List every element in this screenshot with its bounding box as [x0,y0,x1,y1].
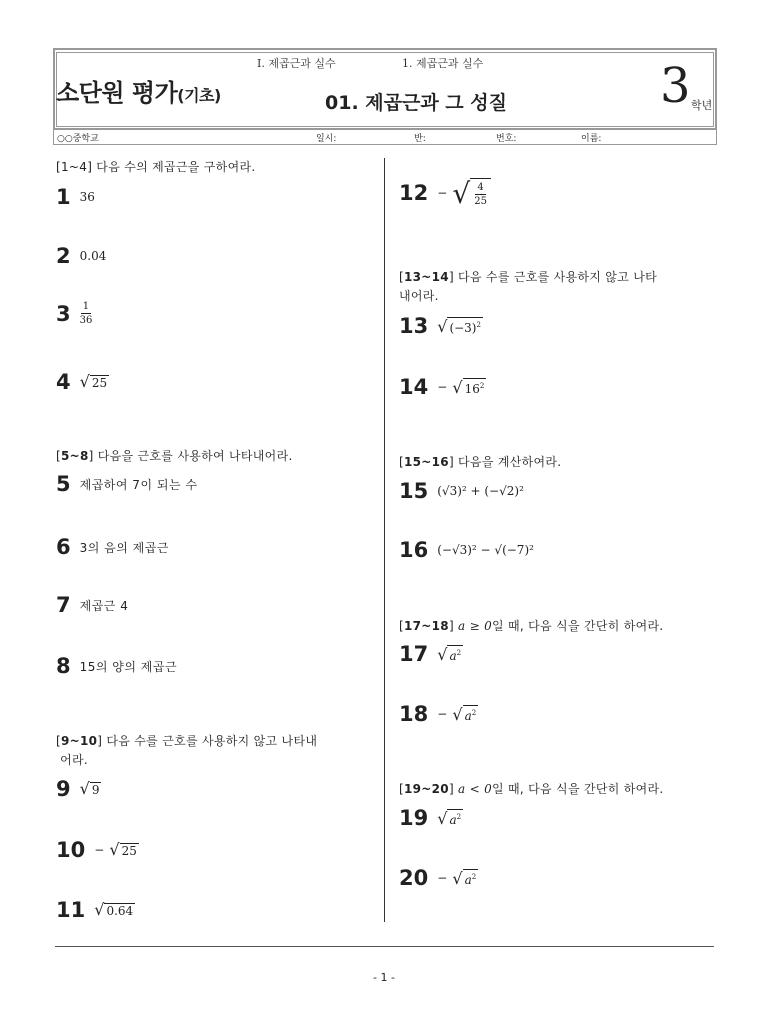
instruction-1-4: [1~4] 다음 수의 제곱근을 구하여라. [56,160,256,174]
grade-label: 학년 [691,99,713,112]
fraction: $\frac{1}{36}$ [79,301,93,326]
question-9 [56,777,101,801]
question-number: 20 [399,866,429,890]
square-root: √ $\frac{4}{25}$ [452,178,491,208]
question-number: 1 [56,185,71,209]
info-row [53,130,717,145]
question-number: 6 [56,535,71,559]
question-text: 15의 양의 제곱근 [79,659,178,674]
square-root: √ $(-3)^2$ [437,317,481,336]
page-title [56,73,221,108]
square-root: √ 25 [109,840,137,859]
question-number: 14 [399,375,429,399]
square-root: √ $a^2$ [452,705,477,724]
instruction-17-18: [17~18] a ≥ 0일 때, 다음 식을 간단히 하여라. [399,619,664,633]
fraction: $\frac{4}{25}$ [474,182,487,207]
question-20 [399,866,478,890]
question-number: 16 [399,538,429,562]
title-main: 소단원 평가 [56,79,178,107]
question-text: 3의 음의 제곱근 [79,540,169,555]
question-3 [56,300,92,327]
question-number: 19 [399,806,429,830]
question-number: 12 [399,181,429,205]
instruction-5-8: [5~8] 다음을 근호를 사용하여 나타내어라. [56,449,293,463]
square-root: √ 0.64 [94,900,134,919]
question-number: 10 [56,838,86,862]
class-label: 반: [414,134,426,144]
question-number: 5 [56,472,71,496]
question-8 [56,654,177,678]
square-root: √ 25 [79,372,108,391]
square-root: √ $a^2$ [437,809,462,828]
column-divider [384,158,385,922]
lesson-title: 01. 제곱근과 그 성질 [325,92,507,114]
question-expression: 0.04 [79,249,107,263]
number-label: 번호: [496,134,517,144]
question-2 [56,244,106,268]
unit-minor: 1. 제곱근과 실수 [402,57,484,70]
question-16 [399,538,534,562]
instruction-15-16: [15~16] 다음을 계산하여라. [399,455,562,469]
question-number: 3 [56,301,71,326]
question-number: 2 [56,244,71,268]
instruction-19-20: [19~20] a < 0일 때, 다음 식을 간단히 하여라. [399,782,664,796]
minus-sign: − [437,186,448,200]
square-root: √ $a^2$ [437,645,462,664]
question-number: 13 [399,314,429,338]
school-name: ○○중학교 [57,134,99,144]
question-4 [56,370,109,394]
unit-major: Ⅰ. 제곱근과 실수 [257,57,336,70]
question-text: 제곱하여 7이 되는 수 [79,477,198,492]
question-number: 11 [56,898,86,922]
page-number: - 1 - [373,971,395,984]
grade-number: 3 [660,58,691,114]
minus-sign: − [437,380,448,394]
question-7 [56,593,128,617]
question-number: 9 [56,777,71,801]
question-19 [399,806,463,830]
question-expression: (√3)² + (−√2)² [437,484,524,498]
minus-sign: − [437,871,448,885]
question-number: 15 [399,479,429,503]
instruction-9-10: [9~10] 다음 수를 근호를 사용하지 않고 나타내 어라. [56,734,318,767]
question-number: 17 [399,642,429,666]
question-10 [56,838,139,862]
question-1 [56,185,95,209]
square-root: √ $16^2$ [452,378,485,397]
name-label: 이름: [581,134,602,144]
question-18 [399,702,478,726]
question-11 [56,898,135,922]
question-6 [56,535,169,559]
question-15 [399,479,524,503]
question-expression: (−√3)² − √(−7)² [437,543,534,557]
question-number: 18 [399,702,429,726]
minus-sign: − [94,843,105,857]
question-12 [399,178,491,208]
question-number: 8 [56,654,71,678]
question-number: 7 [56,593,71,617]
question-13 [399,314,483,338]
square-root: √ $a^2$ [452,869,477,888]
date-label: 일시: [316,134,337,144]
minus-sign: − [437,707,448,721]
question-number: 4 [56,370,71,394]
square-root: √ 9 [79,779,100,798]
question-text: 제곱근 4 [79,598,129,613]
instruction-13-14: [13~14] 다음 수를 근호를 사용하지 않고 나타 내어라. [399,270,657,303]
question-5 [56,472,197,496]
question-17 [399,642,463,666]
title-sub: (기초) [177,86,221,105]
question-expression: 36 [79,190,95,204]
question-14 [399,375,486,399]
footer-divider [55,946,714,947]
